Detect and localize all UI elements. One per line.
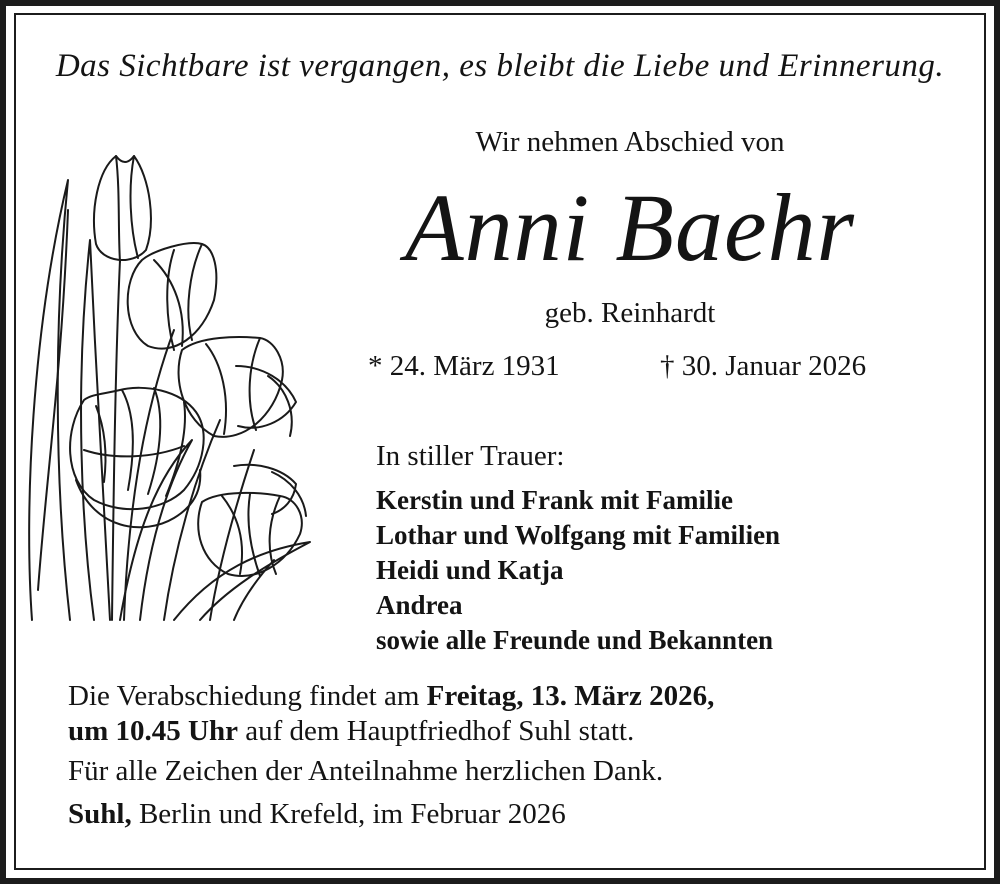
death-date: † 30. Januar 2026 [660, 350, 867, 382]
mourner-line: Lothar und Wolfgang mit Familien [376, 520, 781, 550]
deceased-name: Anni Baehr [405, 174, 855, 281]
service-time: um 10.45 Uhr [68, 715, 238, 747]
motto-line: Das Sichtbare ist vergangen, es bleibt die Liebe und Erinnerung. [55, 48, 945, 84]
place-text: Berlin und Krefeld, im Februar 2026 [131, 798, 566, 830]
mourning-label: In stiller Trauer: [376, 440, 565, 472]
mourner-line: Heidi und Katja [376, 555, 564, 585]
mourner-line: sowie alle Freunde und Bekannten [376, 625, 774, 655]
service-date: Freitag, 13. März 2026, [426, 680, 715, 712]
service-info [68, 679, 714, 749]
maiden-name: geb. Reinhardt [544, 297, 716, 329]
mourners-list [376, 483, 780, 658]
service-line-2 [68, 714, 714, 749]
thanks-line: Für alle Zeichen der Anteilnahme herzlichen Dank. [68, 755, 664, 787]
tulip-bouquet-icon [24, 150, 324, 630]
service-line-1 [68, 679, 714, 714]
place-date-line [68, 798, 566, 831]
birth-date: * 24. März 1931 [368, 350, 560, 382]
mourner-line: Kerstin und Frank mit Familie [376, 485, 733, 515]
place-bold: Suhl, [68, 798, 132, 830]
intro-line: Wir nehmen Abschied von [475, 126, 785, 158]
service-text: Die Verabschiedung findet am [68, 680, 427, 712]
mourner-line: Andrea [376, 590, 463, 620]
service-location: auf dem Hauptfriedhof Suhl statt. [237, 715, 635, 747]
